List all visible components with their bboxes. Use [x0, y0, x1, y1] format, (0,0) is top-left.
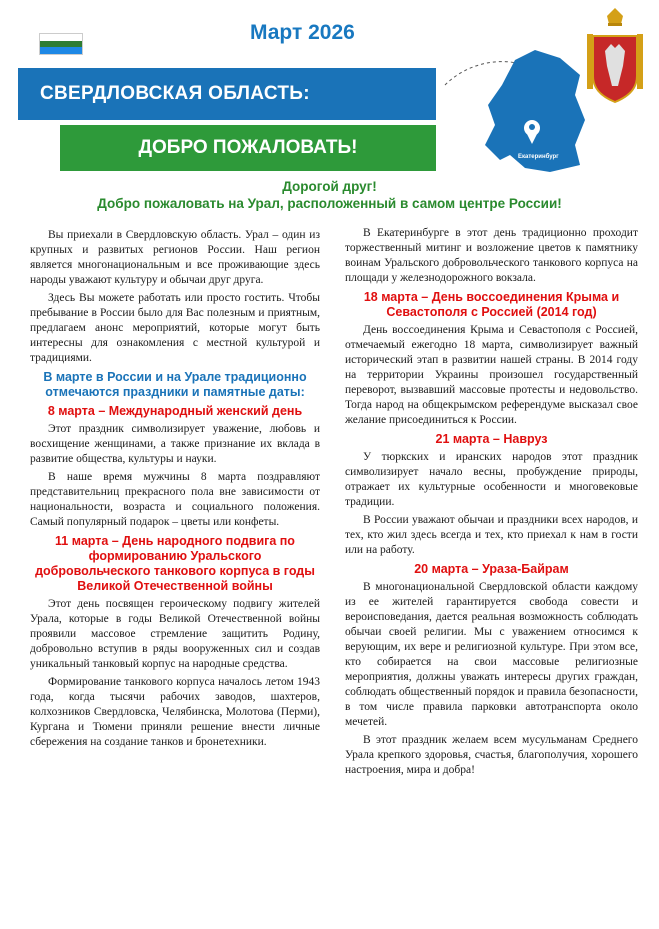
- holiday-heading-mar8: 8 марта – Международный женский день: [47, 404, 303, 418]
- sverdlovsk-flag: [39, 33, 83, 55]
- sverdlovsk-coat-of-arms-icon: [585, 6, 645, 106]
- paragraph: В России уважают обычаи и праздники всех народов, и тех, кто жил здесь всегда и тех, кто приехал к нам в гости или на работу.: [345, 514, 638, 556]
- holiday-heading-mar20: 20 марта – Ураза-Байрам: [414, 562, 569, 576]
- paragraph: В этот праздник желаем всем мусульманам Среднего Урала крепкого здоровья, счастья, благополучия, хорошего настроения, мира и добра!: [345, 734, 638, 776]
- paragraph: У тюркских и иранских народов этот праздник символизирует начало весны, пробуждение природы, отражает их культурные особенности и многовековые традиции.: [345, 451, 638, 508]
- holiday-heading-mar18: 18 марта – День воссоединения Крыма и Севастополя с Россией (2014 год): [363, 290, 620, 319]
- banner-welcome: ДОБРО ПОЖАЛОВАТЬ!: [60, 125, 436, 171]
- map-city-label: Екатеринбург: [518, 154, 559, 160]
- greeting-line2: Добро пожаловать на Урал, расположенный в самом центре России!: [97, 196, 562, 211]
- paragraph: Этот праздник символизирует уважение, любовь и восхищение женщинами, а также признание их вклада в развитие общества, культуры и науки.: [30, 423, 320, 465]
- holiday-heading-mar11: 11 марта – День народного подвига по формированию Уральского добровольческого танкового корпуса в годы Великой Отечественной войны: [35, 534, 315, 593]
- paragraph: Формирование танкового корпуса началось летом 1943 года, когда тысячи рабочих заводов, шахтеров, колхозников Свердловска, Челябинска, Молотова (Перми), Кургана и Тюмени приняли решение внести личные сбережения на создание танков и бронетехники.: [30, 676, 320, 748]
- paragraph: Здесь Вы можете работать или просто гостить. Чтобы пребывание в России было для Вас полезным и приятным, предлагаем анонс мероприятий, которые могут быть интересны для ознакомления с местной культурой и традициями.: [30, 292, 320, 364]
- greeting-line1: Дорогой друг!: [282, 179, 377, 194]
- paragraph: Этот день посвящен героическому подвигу жителей Урала, которые в годы Великой Отечественной войны проявили массовое стремление защитить Родину, добровольно вступив в ряды вооруженных сил и создав уникальный танковый корпус на народные средства.: [30, 598, 320, 670]
- greeting: [0, 178, 659, 212]
- banner-region: СВЕРДЛОВСКАЯ ОБЛАСТЬ:: [18, 68, 436, 120]
- paragraph: Вы приехали в Свердловскую область. Урал – один из крупных и развитых регионов России. Наш регион является многонациональным и все проживающие здесь народы уважают культуру и обычаи друг друга.: [30, 229, 320, 286]
- month-title: Март 2026: [250, 21, 355, 44]
- right-column: [345, 226, 638, 781]
- holiday-heading-mar21: 21 марта – Навруз: [435, 432, 548, 446]
- paragraph: В наше время мужчины 8 марта поздравляют представительниц прекрасного пола вне зависимости от национальности, возраста и социального положения. Самый популярный подарок – цветы или конфеты.: [30, 471, 320, 528]
- paragraph: День воссоединения Крыма и Севастополя с Россией, отмечаемый ежегодно 18 марта, символизирует важный исторический этап в развитии нашей страны. В 2014 году на территории Украины произошел государственный переворот, вызвавший массовые протесты и недовольство. Тогда народ на общекрымском референдуме высказал свое желание присоединиться к России.: [345, 324, 638, 426]
- paragraph: В Екатеринбурге в этот день традиционно проходит торжественный митинг и возложение цветов к памятнику воинам Уральского добровольческого танкового корпуса на площади у железнодорожного вокзала.: [345, 227, 638, 284]
- paragraph: В многонациональной Свердловской области каждому из ее жителей гарантируется свобода совести и вероисповедания, дается реальная возможность соблюдать обычаи своей религии. Мы с уважением относимся к верующим, их вере и религиозной культуре. При этом все, кто собирается на свои массовые религиозные мероприятия, должны уважать интересы других граждан, соблюдать общественный порядок и правила безопасности, в том числе правила парковки автотранспорта около мечетей.: [345, 581, 638, 728]
- region-map: [440, 40, 590, 180]
- left-column: [30, 228, 320, 753]
- section-heading: В марте в России и на Урале традиционно отмечаются праздники и памятные даты:: [43, 370, 307, 399]
